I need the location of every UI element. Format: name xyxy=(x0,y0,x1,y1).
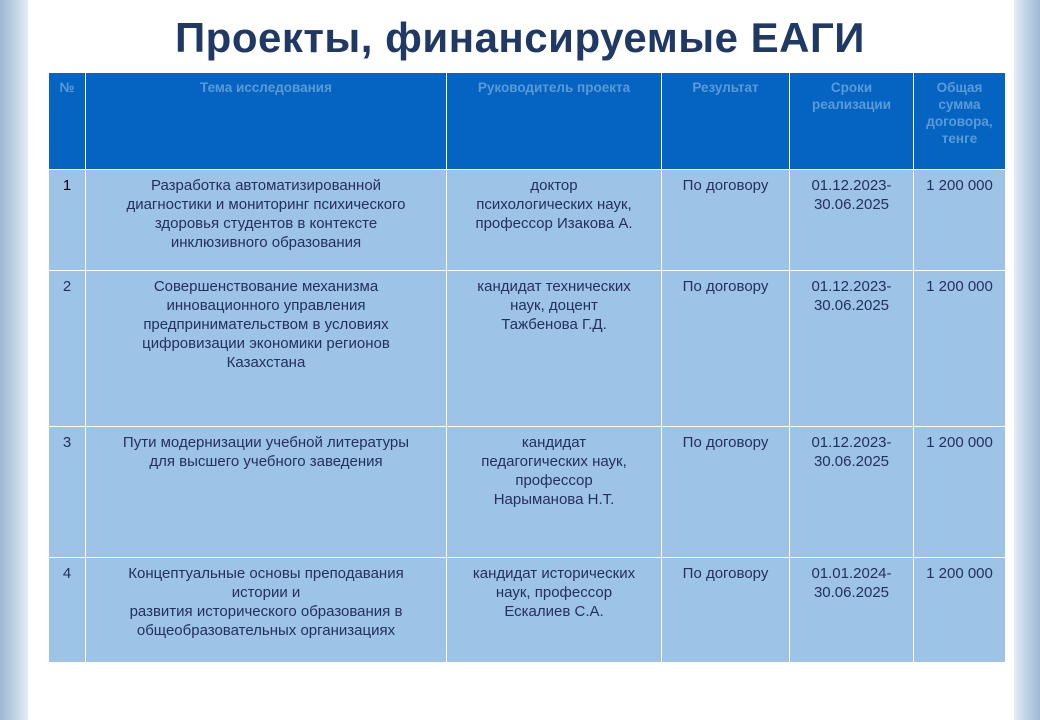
row-result: По договору xyxy=(662,271,790,427)
row-period-start: 01.12.2023- xyxy=(811,434,892,451)
row-leader xyxy=(447,271,662,427)
row-num: 1 xyxy=(49,170,86,271)
row-num: 3 xyxy=(49,427,86,558)
row-period-start: 01.01.2024- xyxy=(811,565,892,582)
table-row xyxy=(49,170,1006,271)
row-topic-line: инклюзивного образования xyxy=(170,234,362,251)
row-topic-line: здоровья студентов в контексте xyxy=(154,215,378,232)
row-leader-line: профессор Изакова А. xyxy=(475,215,633,232)
row-topic-line: Концептуальные основы преподавания xyxy=(128,565,404,582)
row-leader-line: профессор xyxy=(515,472,593,489)
row-result: По договору xyxy=(662,170,790,271)
row-leader-line: кандидат исторических xyxy=(472,565,636,582)
row-topic xyxy=(86,170,447,271)
row-topic xyxy=(86,558,447,663)
row-topic-line: Казахстана xyxy=(226,354,306,371)
row-leader-line: наук, доцент xyxy=(510,297,598,314)
row-topic-line: диагностики и мониторинг психического xyxy=(126,196,406,213)
row-leader xyxy=(447,170,662,271)
row-leader-line: Тажбенова Г.Д. xyxy=(501,316,607,333)
right-decorative-edge xyxy=(1014,0,1040,720)
row-topic-line: для высшего учебного заведения xyxy=(149,453,383,470)
row-leader xyxy=(447,427,662,558)
row-topic-line: предпринимательством в условиях xyxy=(143,316,389,333)
row-leader-line: кандидат технических xyxy=(477,278,631,295)
header-result: Результат xyxy=(662,73,790,170)
slide-title: Проекты, финансируемые ЕАГИ xyxy=(174,14,865,61)
row-num: 4 xyxy=(49,558,86,663)
row-num: 2 xyxy=(49,271,86,427)
row-sum: 1 200 000 xyxy=(914,271,1006,427)
header-topic: Тема исследования xyxy=(86,73,447,170)
row-result: По договору xyxy=(662,558,790,663)
row-period-end: 30.06.2025 xyxy=(813,196,890,213)
row-period-end: 30.06.2025 xyxy=(813,584,890,601)
row-leader-line: наук, профессор xyxy=(495,584,613,601)
table-row xyxy=(49,271,1006,427)
left-decorative-edge xyxy=(0,0,28,720)
row-period-start: 01.12.2023- xyxy=(811,177,892,194)
row-topic-line: Совершенствование механизма xyxy=(153,278,379,295)
row-leader-line: педагогических наук, xyxy=(481,453,627,470)
header-leader: Руководитель проекта xyxy=(447,73,662,170)
row-leader-line: Нарыманова Н.Т. xyxy=(493,491,615,508)
row-topic-line: Пути модернизации учебной литературы xyxy=(122,434,410,451)
row-result: По договору xyxy=(662,427,790,558)
row-leader-line: кандидат xyxy=(521,434,587,451)
row-period xyxy=(790,271,914,427)
row-period xyxy=(790,170,914,271)
row-leader-line: доктор xyxy=(530,177,578,194)
row-topic-line: общеобразовательных организациях xyxy=(136,622,396,639)
table-row xyxy=(49,558,1006,663)
row-period xyxy=(790,427,914,558)
row-period-start: 01.12.2023- xyxy=(811,278,892,295)
row-sum: 1 200 000 xyxy=(914,427,1006,558)
row-topic xyxy=(86,271,447,427)
row-leader xyxy=(447,558,662,663)
row-sum: 1 200 000 xyxy=(914,558,1006,663)
row-period-end: 30.06.2025 xyxy=(813,297,890,314)
row-topic-line: цифровизации экономики регионов xyxy=(142,335,390,352)
header-num: № xyxy=(49,73,86,170)
row-topic-line: истории и xyxy=(231,584,301,601)
header-sum: Общая сумма договора, тенге xyxy=(914,73,1006,170)
row-topic-line: инновационного управления xyxy=(166,297,366,314)
row-topic xyxy=(86,427,447,558)
table-row xyxy=(49,427,1006,558)
header-period: Сроки реализации xyxy=(790,73,914,170)
row-sum: 1 200 000 xyxy=(914,170,1006,271)
row-period xyxy=(790,558,914,663)
row-topic-line: развития исторического образования в xyxy=(129,603,403,620)
row-topic-line: Разработка автоматизированной xyxy=(150,177,382,194)
projects-table xyxy=(48,72,1006,663)
row-leader-line: Ескалиев С.А. xyxy=(504,603,604,620)
row-leader-line: психологических наук, xyxy=(476,196,632,213)
row-period-end: 30.06.2025 xyxy=(813,453,890,470)
table-header-row xyxy=(49,73,1006,170)
